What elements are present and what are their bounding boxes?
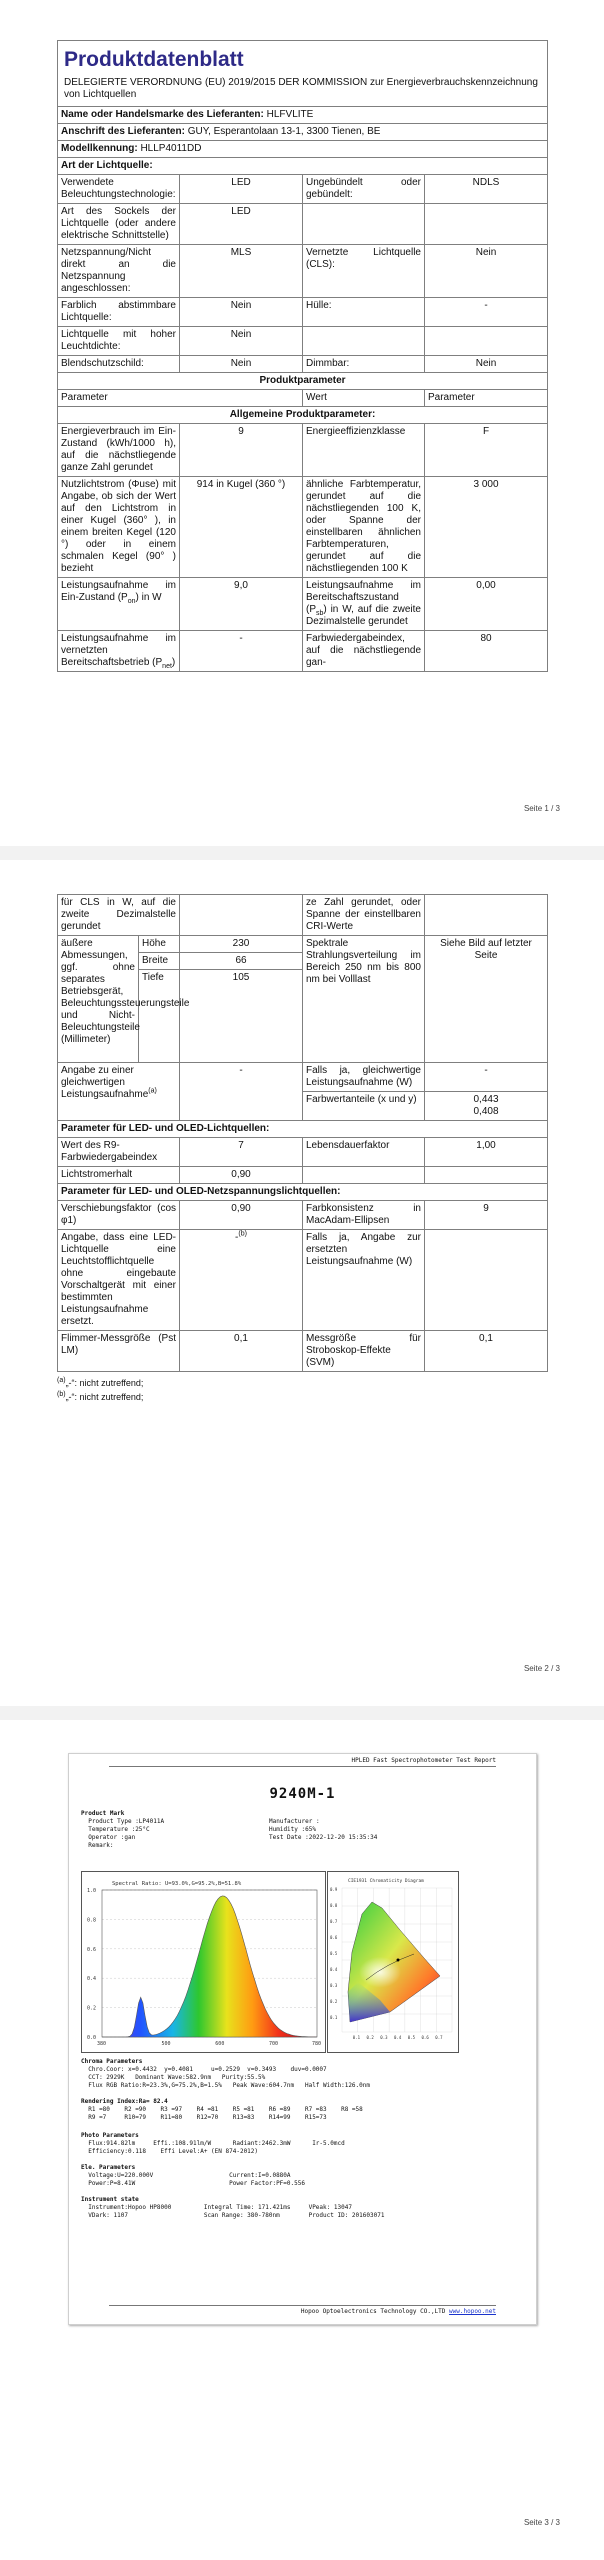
regulation-subtitle: DELEGIERTE VERORDNUNG (EU) 2019/2015 DER KOMMISSION zur Energieverbrauchskennzeichnung von Lichtquellen (64, 77, 538, 100)
param-value-2: 0,1 (425, 1331, 548, 1372)
supplier-name-row: Name oder Handelsmarke des Lieferanten: HLFVLITE (58, 107, 548, 124)
page-number: Seite 2 / 3 (523, 1664, 560, 1673)
type-value: LED (180, 175, 303, 204)
flux-maintenance-value: 0,90 (180, 1167, 303, 1184)
page-number: Seite 3 / 3 (523, 2518, 560, 2527)
param-label-2: Energieeffizienzklasse (303, 424, 425, 477)
cie-x-tick: 0.2 (366, 2035, 374, 2040)
cie-y-tick: 0.1 (330, 2015, 338, 2020)
type-label-2: Dimmbar: (303, 356, 425, 373)
report-footer: Hopoo Optoelectronics Technology CO.,LTD www.hopoo.net (109, 2305, 496, 2318)
measured-point (397, 1959, 400, 1962)
datasheet-table-part-1 (57, 40, 547, 672)
footnotes (57, 1376, 547, 1404)
page-number: Seite 1 / 3 (523, 804, 560, 813)
chromaticity-value: 0,443 0,408 (425, 1092, 548, 1121)
page-title: Produktdatenblatt (64, 48, 244, 71)
spectrum-svg (82, 1872, 325, 2052)
cri-label: Farbwiedergabeindex, auf die nächstliegende gan- (303, 631, 425, 672)
mains-section-heading: Parameter für LED- und OLED-Netzspannungslichtquellen: (58, 1184, 548, 1201)
param-value-2: F (425, 424, 548, 477)
split-row-part-1 (58, 631, 548, 672)
type-value: Nein (180, 298, 303, 327)
type-value-2: - (425, 298, 548, 327)
type-label: Netzspannung/Nicht direkt an die Netzspannung angeschlossen: (58, 245, 180, 298)
type-value-2 (425, 204, 548, 245)
mains-param-row (58, 1331, 548, 1372)
param-label: Flimmer-Messgröße (Pst LM) (58, 1331, 180, 1372)
dim-height-label: Höhe (139, 936, 180, 953)
light-source-type-heading: Art der Lichtquelle: (58, 158, 548, 175)
chromaticity-label: Farbwertanteile (x und y) (303, 1092, 425, 1121)
life-factor-label: Lebensdauerfaktor (303, 1138, 425, 1167)
type-value-2 (425, 327, 548, 356)
general-param-row (58, 424, 548, 477)
equiv-power-label: Angabe zu einer gleichwertigen Leistungsaufnahme$^{(a)}$ (58, 1063, 180, 1121)
cri-value: 80 (425, 631, 548, 672)
product-mark-block: Product Mark Product Type :LP4011A Temperature :25°C Operator :gan Remark: (81, 1810, 165, 1849)
spectral-label: Spektrale Strahlungsverteilung im Bereich 250 nm bis 800 nm bei Volllast (303, 936, 425, 1063)
equiv-power-w-value: - (425, 1063, 548, 1092)
col-header-parameter-2: Parameter (425, 390, 548, 407)
type-value: LED (180, 204, 303, 245)
param-value: 914 in Kugel (360 °) (180, 477, 303, 578)
cie-y-tick: 0.7 (330, 1919, 338, 1924)
col-header-value: Wert (303, 390, 425, 407)
light-type-row (58, 245, 548, 298)
white-region (353, 1948, 413, 1992)
y-tick-label: 1.0 (87, 1888, 97, 1894)
param-value: 9,0 (180, 578, 303, 631)
pnet-value: - (180, 631, 303, 672)
footnote-b: $^{(b)}$„-“: nicht zutreffend; (57, 1391, 144, 1402)
report-title: 9240M-1 (269, 1786, 336, 1802)
param-label-2: ähnliche Farbtemperatur, gerundet auf die nächstliegenden 100 K, oder Spanne der einstellbaren ähnlichen Farbtemperaturen, gerundet auf die nächstliegenden 100 K (303, 477, 425, 578)
type-label: Art des Sockels der Lichtquelle (oder andere elektrische Schnittstelle) (58, 204, 180, 245)
general-params-heading: Allgemeine Produktparameter: (58, 407, 548, 424)
r9-label: Wert des R9-Farbwiedergabeindex (58, 1138, 180, 1167)
cie-y-tick: 0.5 (330, 1951, 338, 1956)
spectral-ratio-label: Spectral Ratio: U=93.0%,G=95.2%,B=51.8% (112, 1881, 242, 1887)
pnet-label: Leistungsaufnahme im vernetzten Bereitschaftsbetrieb $(P_{net})$ (58, 631, 180, 672)
equiv-power-w-label: Falls ja, gleichwertige Leistungsaufnahme (W) (303, 1063, 425, 1092)
param-value: 9 (180, 424, 303, 477)
x-tick-label: 380 (97, 2041, 107, 2047)
y-tick-label: 0.2 (87, 2005, 97, 2012)
spectrum-curve (102, 1896, 317, 2037)
general-param-row (58, 578, 548, 631)
model-id: HLLP4011DD (140, 143, 202, 154)
cie-y-tick: 0.9 (330, 1887, 338, 1892)
param-label-2: Leistungsaufnahme im Bereitschaftszustand $(P_{sb})$ in W, auf die zweite Dezimalstelle gerundet (303, 578, 425, 631)
photo-params: Photo Parameters Flux:914.82lm Effi.:108.91lm/W Radiant:2462.3mW Ir-5.0mcd Efficiency:0.118 Effi Level:A+ (EN 874-2012) (81, 2132, 345, 2155)
split-row-part-2 (58, 895, 548, 936)
x-tick-label: 700 (269, 2041, 279, 2047)
type-value: Nein (180, 327, 303, 356)
flux-maintenance-label: Lichtstromerhalt (58, 1167, 180, 1184)
y-tick-label: 0.6 (87, 1946, 97, 1953)
footnote-a: $^{(a)}$„-“: nicht zutreffend; (57, 1377, 144, 1388)
x-tick-label: 780 (312, 2041, 322, 2047)
light-type-row (58, 298, 548, 327)
x-tick-label: 500 (161, 2041, 171, 2047)
supplier-address: GUY, Esperantolaan 13-1, 3300 Tienen, BE (187, 126, 381, 137)
param-label: Angabe, dass eine LED-Lichtquelle eine Leuchtstofflichtquelle ohne eingebaute Vorschaltgerät mit einer bestimmten Leistungsaufnahme ersetzt. (58, 1230, 180, 1331)
type-value-2: Nein (425, 245, 548, 298)
param-value-2: 0,00 (425, 578, 548, 631)
rendering-index: Rendering Index:Ra= 82.4 R1 =80 R2 =90 R3 =97 R4 =81 R5 =81 R6 =89 R7 =83 R8 =58 R9 =7 R10=79 R11=80 R12=70 R13=83 R14=99 R15=73 (81, 2098, 363, 2121)
type-value: Nein (180, 356, 303, 373)
datasheet-table-part-2 (57, 894, 547, 1404)
type-label-2: Vernetzte Lichtquelle (CLS): (303, 245, 425, 298)
cie-y-tick: 0.4 (330, 1967, 338, 1972)
cie-x-tick: 0.7 (435, 2035, 443, 2040)
param-value: 0,1 (180, 1331, 303, 1372)
param-value-2: 3 000 (425, 477, 548, 578)
led-section-heading: Parameter für LED- und OLED-Lichtquellen: (58, 1121, 548, 1138)
type-label-2 (303, 204, 425, 245)
general-param-row (58, 477, 548, 578)
life-factor-value: 1,00 (425, 1138, 548, 1167)
supplier-address-row: Anschrift des Lieferanten: GUY, Esperantolaan 13-1, 3300 Tienen, BE (58, 124, 548, 141)
param-label-2: Messgröße für Stroboskop-Effekte (SVM) (303, 1331, 425, 1372)
cri-label-cont: ze Zahl gerundet, oder Spanne der einstellbaren CRI-Werte (303, 895, 425, 936)
param-label-2: Farbkonsistenz in MacAdam-Ellipsen (303, 1201, 425, 1230)
equiv-power-value: - (180, 1063, 303, 1121)
page-1 (0, 0, 604, 846)
cie-x-tick: 0.6 (421, 2035, 429, 2040)
param-label-2: Falls ja, Angabe zur ersetzten Leistungsaufnahme (W) (303, 1230, 425, 1331)
dim-width-label: Breite (139, 953, 180, 970)
type-label: Verwendete Beleuchtungstechnologie: (58, 175, 180, 204)
instrument-state: Instrument state Instrument:Hopoo HP8000 Integral Time: 171.421ms VPeak: 13047 VDark: 1107 Scan Range: 380-780nm Product ID: 201603071 (81, 2196, 385, 2219)
mains-param-row (58, 1201, 548, 1230)
light-type-row (58, 327, 548, 356)
product-mark-right: Manufacturer : Humidity :65% Test Date :2022-12-20 15:35:34 (269, 1818, 378, 1841)
y-tick-label: 0.8 (87, 1917, 97, 1924)
hopoo-link[interactable]: www.hopoo.net (449, 2308, 496, 2315)
dimensions-label: äußere Abmessungen, ggf. ohne separates Betriebsgerät, Beleuchtungssteuerungsteile und Nicht-Beleuchtungsteile (Millimeter) (58, 936, 139, 1063)
pnet-label-cont: für CLS in W, auf die zweite Dezimalstelle gerundet (58, 895, 180, 936)
param-label: Nutzlichtstrom (Φuse) mit Angabe, ob sich der Wert auf den Lichtstrom in einer Kugel (360° ), in einem breiten Kegel (120 °) oder in einem schmalen Kegel (90° ) bezieht (58, 477, 180, 578)
cie-chromaticity-diagram (327, 1871, 459, 2053)
type-label-2: Hülle: (303, 298, 425, 327)
supplier-name: HLFVLITE (266, 109, 314, 120)
dim-depth-label: Tiefe (139, 970, 180, 1063)
y-tick-label: 0.4 (87, 1976, 97, 1983)
mains-param-row (58, 1230, 548, 1331)
param-value: -$^{(b)}$ (180, 1230, 303, 1331)
cie-svg (328, 1872, 458, 2052)
dim-height-value: 230 (180, 936, 303, 953)
page-3 (0, 1720, 604, 2560)
cie-y-tick: 0.3 (330, 1983, 338, 1988)
light-type-row (58, 356, 548, 373)
r9-value: 7 (180, 1138, 303, 1167)
page-2 (0, 860, 604, 1706)
type-label: Blendschutzschild: (58, 356, 180, 373)
param-value: 0,90 (180, 1201, 303, 1230)
type-label-2 (303, 327, 425, 356)
type-value-2: NDLS (425, 175, 548, 204)
param-label: Verschiebungsfaktor (cos φ1) (58, 1201, 180, 1230)
cie-x-tick: 0.4 (394, 2035, 402, 2040)
dim-width-value: 66 (180, 953, 303, 970)
spectrophotometer-report (68, 1753, 537, 2325)
spectral-distribution-chart (81, 1871, 326, 2053)
light-type-row (58, 204, 548, 245)
cie-title: CIE1931 Chromaticity Diagram (348, 1879, 424, 1884)
param-value-2 (425, 1230, 548, 1331)
dim-depth-value: 105 (180, 970, 303, 1063)
type-label: Farblich abstimmbare Lichtquelle: (58, 298, 180, 327)
param-value-2: 9 (425, 1201, 548, 1230)
chroma-params: Chroma Parameters Chro.Coor: x=0.4432 y=0.4081 u=0.2529 v=0.3493 duv=0.0007 CCT: 2929K Dominant Wave:582.9nm Purity:55.5% Flux RGB Ratio:R=23.3%,G=75.2%,B=1.5% Peak Wave:604.7nm Half Width:126.0nm (81, 2058, 370, 2089)
cie-y-tick: 0.2 (330, 1999, 338, 2004)
type-label: Lichtquelle mit hoher Leuchtdichte: (58, 327, 180, 356)
type-label-2: Ungebündelt oder gebündelt: (303, 175, 425, 204)
cie-y-tick: 0.8 (330, 1903, 338, 1908)
cie-x-tick: 0.1 (352, 2035, 361, 2040)
report-header: HPLED Fast Spectrophotometer Test Report (109, 1757, 496, 1767)
param-label: Energieverbrauch im Ein-Zustand (kWh/1000 h), auf die nächstliegende ganze Zahl gerundet (58, 424, 180, 477)
model-row: Modellkennung: HLLP4011DD (58, 141, 548, 158)
param-label: Leistungsaufnahme im Ein-Zustand $(P_{on})$ in W (58, 578, 180, 631)
col-header-parameter: Parameter (58, 390, 303, 407)
type-value-2: Nein (425, 356, 548, 373)
cie-x-tick: 0.3 (380, 2035, 388, 2040)
x-tick-label: 600 (215, 2041, 225, 2047)
cie-y-tick: 0.6 (330, 1935, 338, 1940)
light-type-row (58, 175, 548, 204)
spectral-value: Siehe Bild auf letzter Seite (425, 936, 548, 1063)
y-tick-label: 0.0 (87, 2035, 97, 2041)
product-params-heading: Produktparameter (58, 373, 548, 390)
electrical-params: Ele. Parameters Voltage:U=220.000V Current:I=0.0880A Power:P=8.41W Power Factor:PF=0.556 (81, 2164, 305, 2187)
cie-x-tick: 0.5 (407, 2035, 416, 2040)
type-value: MLS (180, 245, 303, 298)
